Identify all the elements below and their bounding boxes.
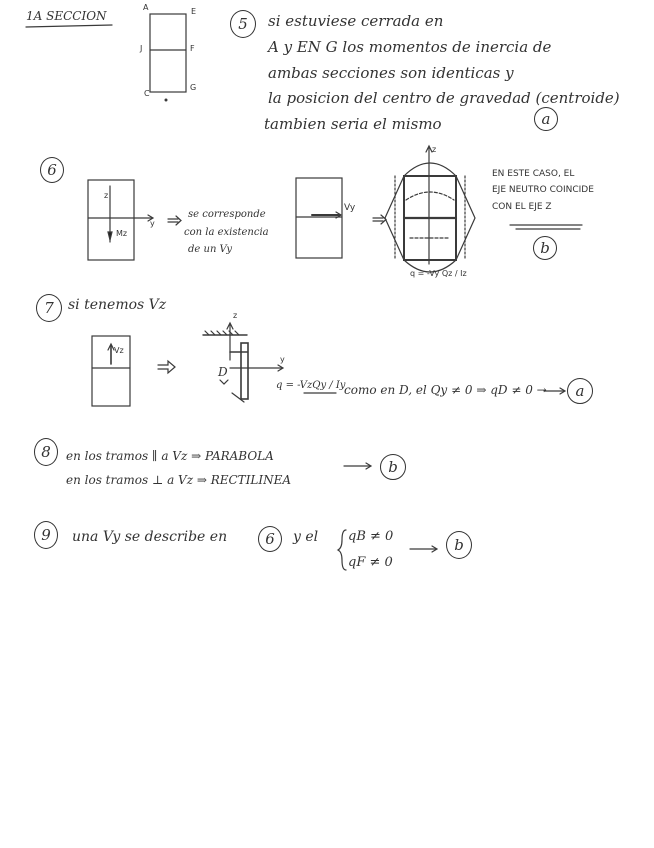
q6-explain-3: CON EL EJE Z	[492, 202, 552, 212]
q6-vy-label: Vy	[344, 203, 356, 213]
q5-section-sketch	[150, 14, 186, 101]
q9-text: una Vy se describe en	[72, 529, 228, 545]
q7-y-label: y	[280, 355, 285, 364]
q6-shear-flow-diagram	[385, 146, 475, 272]
q6-axis-z: z	[104, 191, 109, 200]
q7-number-circle	[36, 294, 62, 322]
q7-formula: q = -VzQy / Iy	[276, 380, 346, 391]
q7-answer: a	[575, 382, 585, 400]
q9-cond-1: qB ≠ 0	[348, 529, 394, 544]
q7-arrow	[158, 361, 175, 373]
q6-left-section	[88, 180, 153, 260]
q6-explain-1: EN ESTE CASO, EL	[492, 169, 575, 179]
q9-brace	[338, 530, 346, 570]
q5-line-4: la posicion del centro de gravedad (centroide)	[268, 89, 620, 107]
q5-answer-circle	[534, 107, 558, 131]
q5-point-c: C	[144, 89, 150, 98]
q8-answer: b	[388, 458, 398, 476]
q6-axis-y: y	[150, 219, 155, 228]
q6-answer: b	[540, 239, 550, 257]
q9-number-circle	[34, 521, 58, 549]
q5-point-e: E	[191, 7, 197, 16]
q5-point-j: J	[140, 44, 143, 53]
q6-arrow-2	[373, 215, 386, 224]
q9-ref: 6	[265, 530, 275, 548]
q5-line-1: si estuviese cerrada en	[268, 12, 444, 30]
q7-number: 7	[44, 299, 54, 317]
q6-middle-section	[296, 178, 342, 258]
q9-number: 9	[41, 526, 51, 544]
q9-cond-2: qF ≠ 0	[348, 555, 393, 570]
q5-point-f: F	[190, 44, 195, 53]
q8-number-circle	[34, 438, 58, 466]
q9-conj: y el	[293, 529, 319, 545]
q5-number: 5	[238, 15, 248, 33]
q5-number-circle	[230, 10, 256, 38]
page-title: 1A SECCION	[26, 9, 107, 23]
q9-ref-circle	[258, 526, 282, 552]
q6-note-line-1: se corresponde	[188, 209, 266, 220]
q6-arrow-1	[168, 216, 181, 225]
q5-point-g: G	[190, 83, 197, 92]
title-underline	[26, 25, 112, 27]
q7-vz-label: Vz	[114, 346, 124, 355]
q8-line-1: en los tramos ∥ a Vz ⇒ PARABOLA	[66, 449, 274, 463]
q7-conclusion: como en D, el Qy ≠ 0 ⇒ qD ≠ 0 →	[344, 383, 547, 397]
q6-number-circle	[40, 157, 64, 183]
q6-z-top: z	[432, 145, 437, 154]
q6-explain-2: EJE NEUTRO COINCIDE	[492, 185, 594, 195]
q6-note-line-2: con la existencia	[184, 227, 269, 238]
q7-point-d: D	[218, 365, 228, 379]
q6-moment-label: Mz	[116, 229, 128, 238]
q5-point-a: A	[143, 3, 149, 12]
q6-answer-circle	[533, 236, 557, 260]
q5-line-3: ambas secciones son identicas y	[268, 64, 514, 82]
q7-z-label: z	[233, 311, 238, 320]
q7-answer-circle	[567, 378, 593, 404]
q7-thin-wall-sketch	[203, 323, 283, 402]
q6-number: 6	[47, 161, 57, 179]
q8-answer-circle	[380, 454, 406, 480]
q7-section-sketch	[92, 336, 130, 406]
q8-number: 8	[41, 443, 51, 461]
q5-line-2: A y EN G los momentos de inercia de	[268, 38, 552, 56]
q6-note-line-3: de un Vy	[188, 244, 233, 255]
q9-answer-circle	[446, 531, 472, 559]
q8-line-2: en los tramos ⊥ a Vz ⇒ RECTILINEA	[66, 473, 292, 487]
q9-answer: b	[454, 536, 464, 554]
q7-intro: si tenemos Vz	[68, 297, 167, 313]
q6-formula: q = -Vy Qz / Iz	[410, 269, 467, 278]
q5-line-5: tambien seria el mismo	[264, 115, 442, 133]
q5-answer: a	[541, 110, 551, 128]
